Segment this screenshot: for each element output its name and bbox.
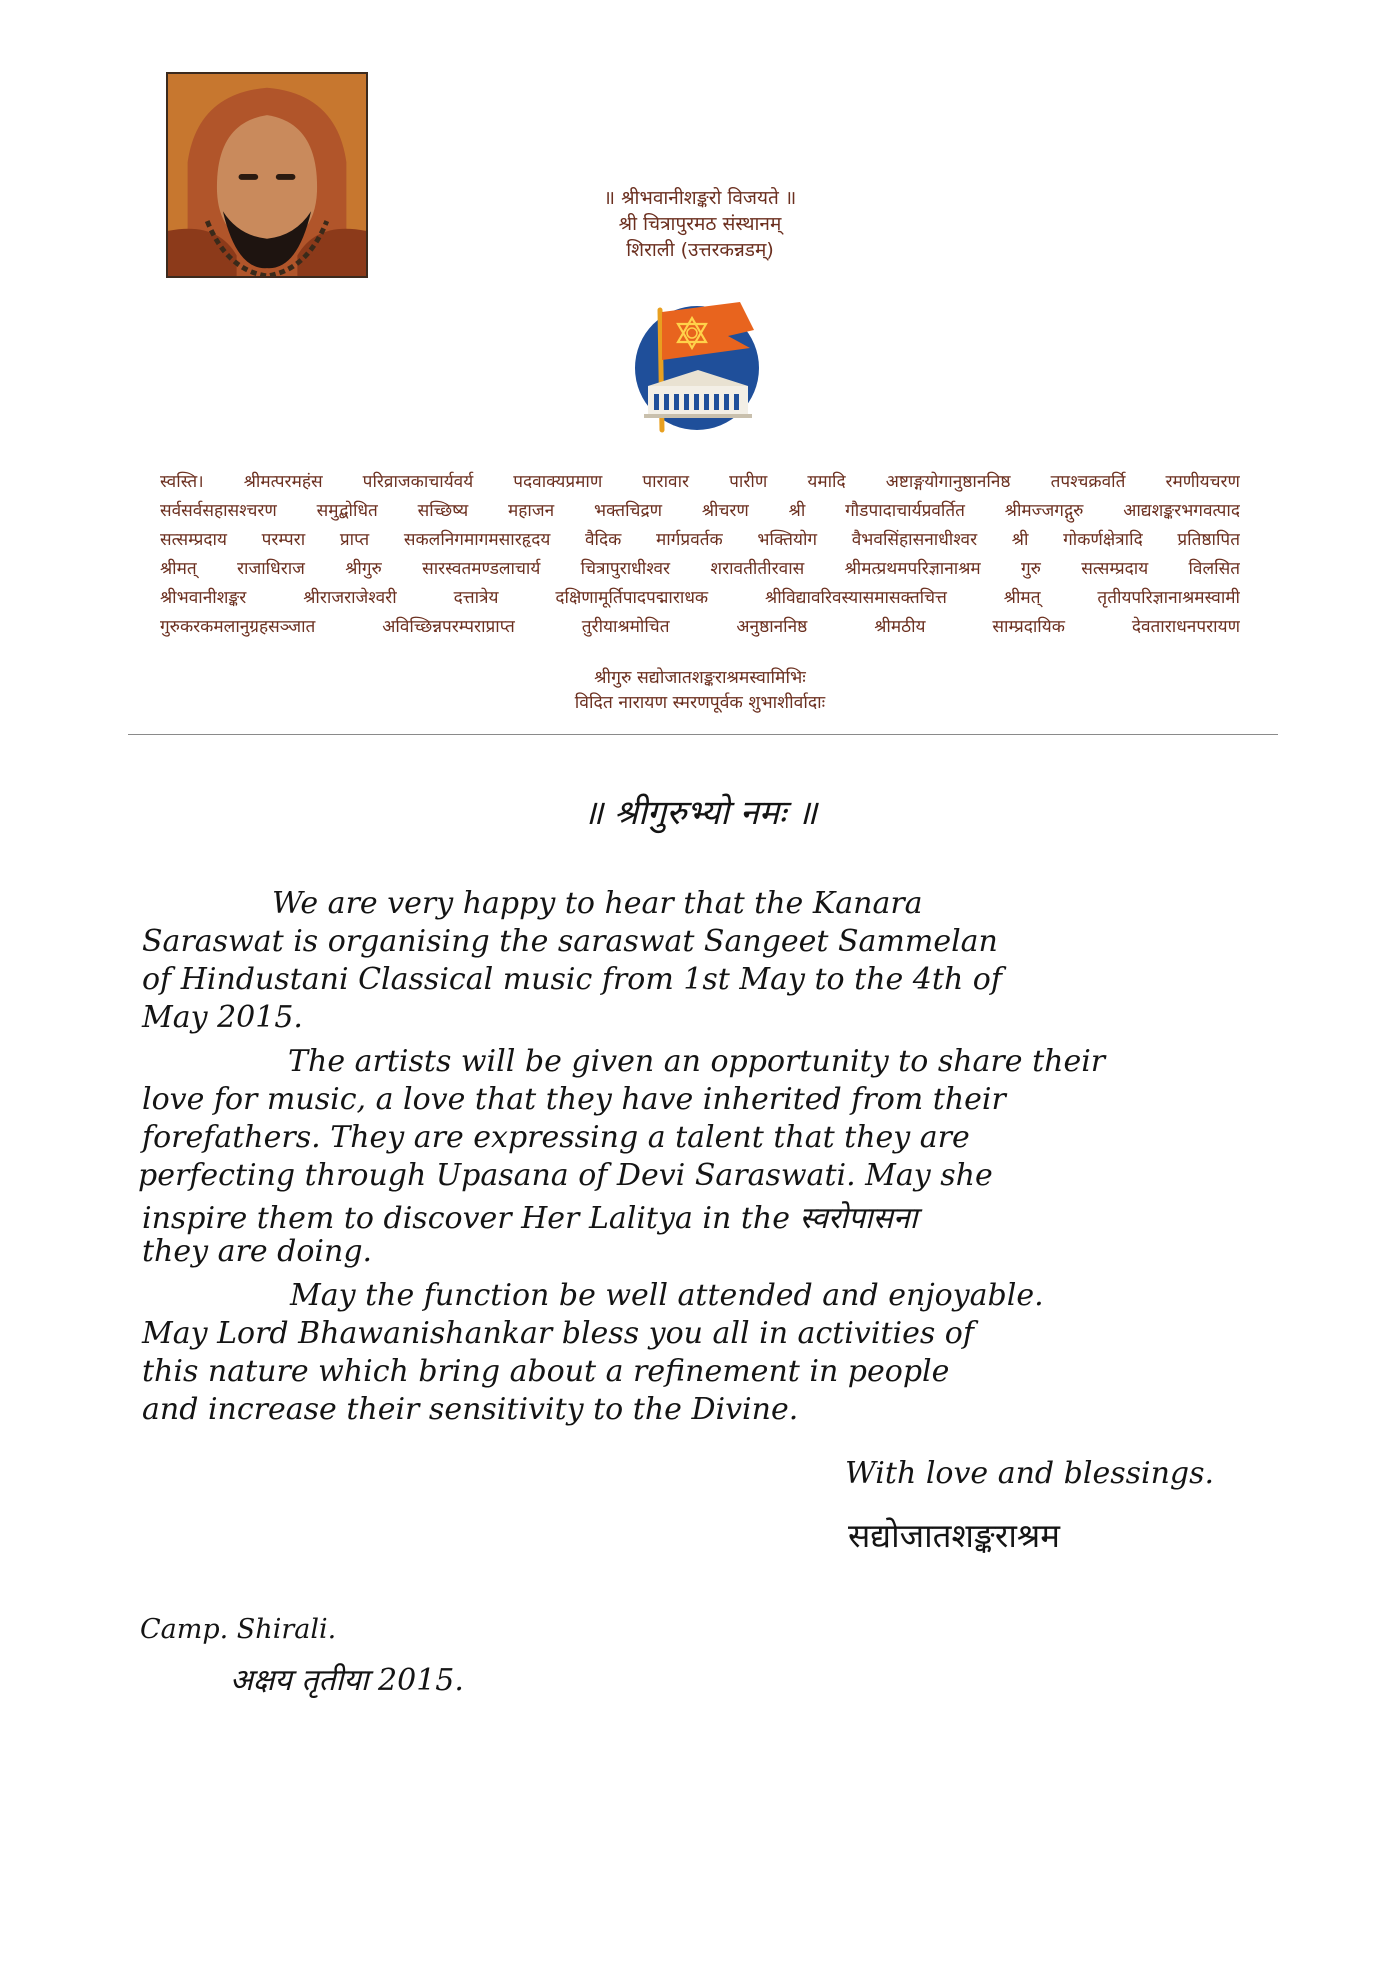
blessing-line-ashirvada: विदित नारायण स्मरणपूर्वक शुभाशीर्वादाः: [574, 693, 826, 713]
sanskrit-prashasti-paragraph: [160, 468, 1240, 642]
prose-line: सर्वसर्वसहासश्चरण समुद्बोधित सच्छिष्य महाजन भक्तचिद्रण श्रीचरण श्री गौडपादाचार्यप्रवर्तित श्रीमज्जगद्गुरु आद्यशङ्करभगवत्पाद: [160, 501, 1240, 521]
letter-line: they are doing.: [142, 1234, 373, 1269]
letter-date: अक्षय तृतीया 2015.: [230, 1663, 464, 1698]
prose-line: श्रीमत् राजाधिराज श्रीगुरु सारस्वतमण्डलाचार्य चित्रापुराधीश्वर शरावतीतीरवास श्रीमत्प्रथमपरिज्ञानाश्रम गुरु सत्सम्प्रदाय विलसित: [160, 559, 1240, 579]
letter-line: May Lord Bhawanishankar bless you all in activities of: [142, 1316, 974, 1351]
prose-line: श्रीभवानीशङ्कर श्रीराजराजेश्वरी दत्तात्रेय दक्षिणामूर्तिपादपद्माराधक श्रीविद्यावरिवस्यासमासक्तचित्त श्रीमत् तृतीयपरिज्ञानाश्रमस्वामी: [160, 588, 1240, 608]
letter-line: forefathers. They are expressing a talent that they are: [142, 1120, 970, 1155]
letter-invocation: ॥ श्रीगुरुभ्यो नमः ॥: [582, 793, 818, 833]
blessing-line-swami: श्रीगुरु सद्योजातशङ्कराश्रमस्वामिभिः: [594, 668, 806, 688]
letter-line: We are very happy to hear that the Kanara: [272, 886, 923, 921]
camp-location: Camp. Shirali.: [140, 1614, 337, 1645]
letter-line: May 2015.: [142, 1000, 303, 1035]
header-invocation: ॥ श्रीभवानीशङ्करो विजयते ॥: [603, 187, 797, 209]
letter-closing: With love and blessings.: [845, 1456, 1215, 1491]
letter-line: The artists will be given an opportunity to share their: [288, 1044, 1106, 1079]
signature: सद्योजातशङ्कराश्रम: [848, 1516, 1060, 1555]
letter-line: this nature which bring about a refinement in people: [142, 1354, 950, 1389]
header-institution: श्री चित्रापुरमठ संस्थानम्: [618, 213, 782, 235]
prose-line: स्वस्ति। श्रीमत्परमहंस परिव्राजकाचार्यवर्य पदवाक्यप्रमाण पारावार पारीण यमादि अष्टाङ्गयोगानुष्ठाननिष्ठ तपश्चक्रवर्ति रमणीयचरण: [160, 472, 1240, 492]
header-divider: [128, 734, 1278, 735]
prose-line: गुरुकरकमलानुग्रहसञ्जात अविच्छिन्नपरम्पराप्राप्त तुरीयाश्रमोचित अनुष्ठाननिष्ठ श्रीमठीय साम्प्रदायिक देवताराधनपरायण: [160, 617, 1240, 637]
letter-line: inspire them to discover Her Lalitya in the स्वरोपासना: [142, 1201, 918, 1236]
header-location: शिराली (उत्तरकन्नडम्): [626, 239, 774, 261]
letter-line: of Hindustani Classical music from 1st May to the 4th of: [142, 962, 1002, 997]
letter-line: and increase their sensitivity to the Divine.: [142, 1392, 799, 1427]
prose-line: सत्सम्प्रदाय परम्परा प्राप्त सकलनिगमागमसारहृदय वैदिक मार्गप्रवर्तक भक्तियोग वैभवसिंहासनाधीश्वर श्री गोकर्णक्षेत्रादि प्रतिष्ठापित: [160, 530, 1240, 550]
letter-line: Saraswat is organising the saraswat Sangeet Sammelan: [142, 924, 998, 959]
letter-line: perfecting through Upasana of Devi Saraswati. May she: [138, 1158, 993, 1193]
letter-line: love for music, a love that they have inherited from their: [142, 1082, 1006, 1117]
math-emblem-logo: [630, 290, 765, 435]
letter-line: May the function be well attended and enjoyable.: [290, 1278, 1044, 1313]
